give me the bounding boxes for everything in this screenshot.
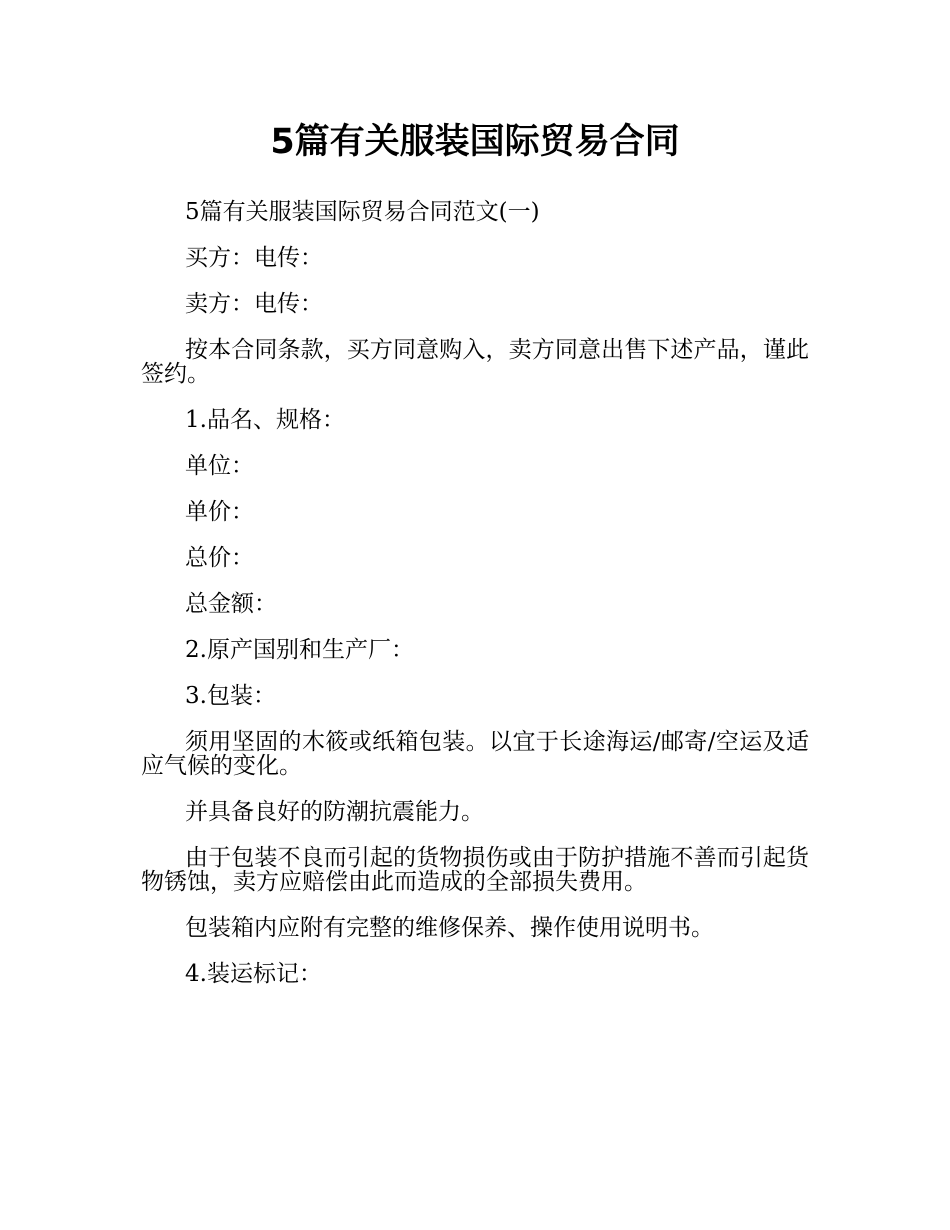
document-title: 5篇有关服装国际贸易合同 [270, 122, 680, 162]
paragraph-manuals: 包装箱内应附有完整的维修保养、操作使用说明书。 [185, 915, 714, 941]
paragraph-origin-manufacturer: 2.原产国别和生产厂： [185, 637, 414, 663]
paragraph-agreement: 按本合同条款，买方同意购入，卖方同意出售下述产品，谨此签约。 [141, 337, 809, 387]
paragraph-contract-heading: 5篇有关服装国际贸易合同范文(一) [185, 199, 540, 225]
paragraph-seller: 卖方：电传： [185, 291, 323, 317]
paragraph-total-amount: 总金额： [185, 591, 277, 617]
paragraph-moisture-shock: 并具备良好的防潮抗震能力。 [185, 799, 484, 825]
paragraph-packing-heading: 3.包装： [185, 683, 276, 709]
paragraph-unit: 单位： [185, 453, 254, 479]
paragraph-shipping-marks: 4.装运标记： [185, 961, 322, 987]
paragraph-buyer: 买方：电传： [185, 245, 323, 271]
paragraph-unit-price: 单价： [185, 499, 254, 525]
paragraph-item-name-spec: 1.品名、规格： [185, 407, 345, 433]
paragraph-damage-compensation: 由于包装不良而引起的货物损伤或由于防护措施不善而引起货物锈蚀，卖方应赔偿由此而造成的全部损失费用。 [141, 845, 809, 895]
document-body [141, 200, 809, 1008]
paragraph-packing-requirement: 须用坚固的木筱或纸箱包装。以宜于长途海运/邮寄/空运及适应气候的变化。 [141, 729, 809, 779]
paragraph-total-price: 总价： [185, 545, 254, 571]
